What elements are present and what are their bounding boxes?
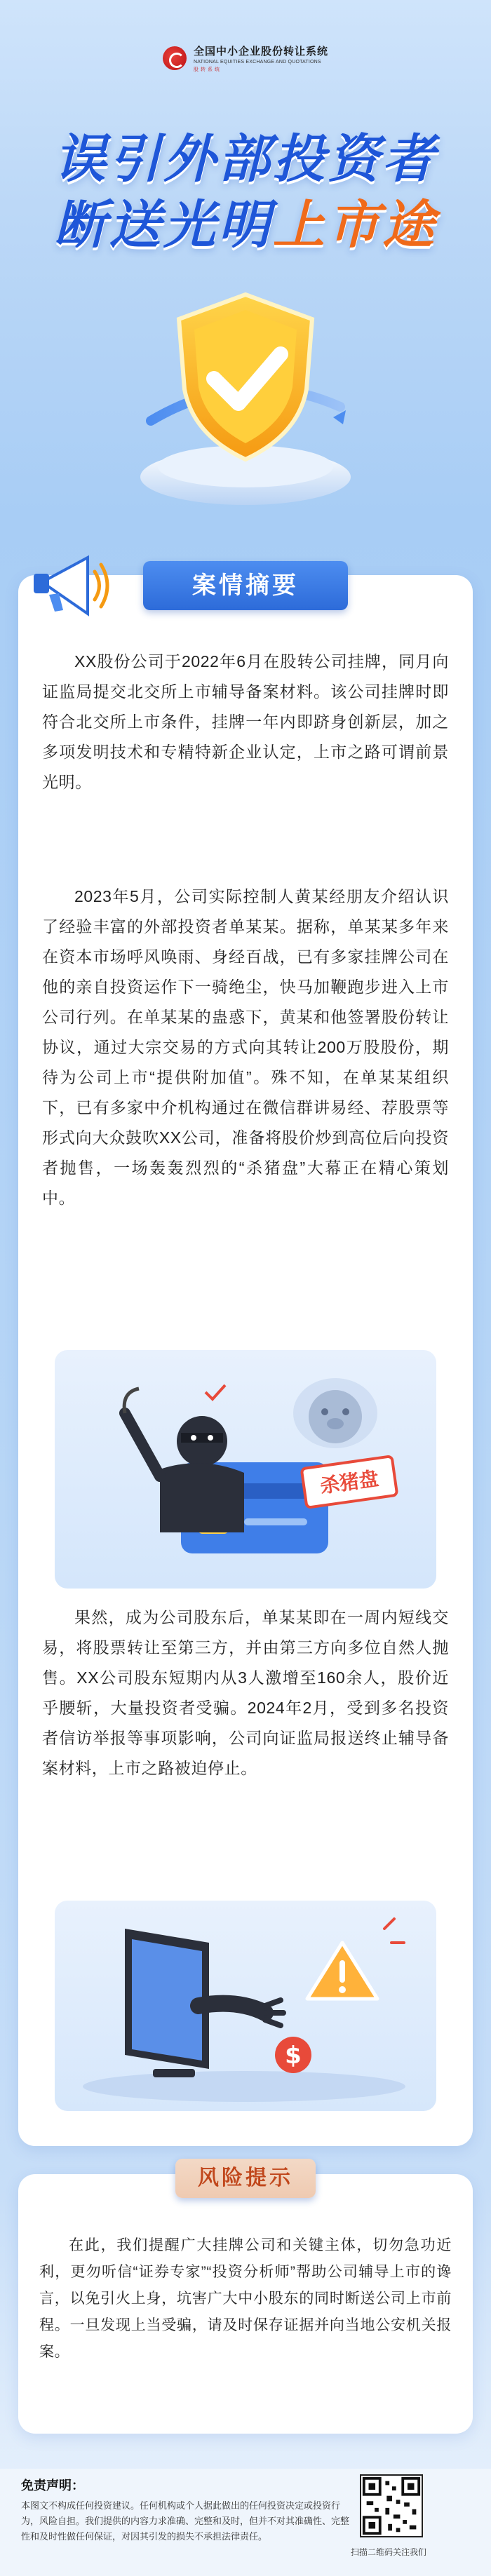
fraud-illustration: [55, 1901, 436, 2111]
page-title-line2-a: 断送光明: [54, 195, 273, 255]
qr-code-icon[interactable]: [360, 2474, 423, 2537]
monitor-illustration: [55, 1901, 436, 2111]
case-paragraph-2: 2023年5月，公司实际控制人黄某经朋友介绍认识了经验丰富的外部投资者单某某。据称，单某某多年来在资本市场呼风唤雨、身经百战，已有多家挂牌公司在他的亲自投资运作下一骑绝尘，快马加鞭跑步进入上市公司行列。在单某某的蛊惑下，黄某和他签署股份转让协议，通过大宗交易的方式向其转让200万股股份，期待为公司上市“提供附加值”。殊不知，在单某某组织下，已有多家中介机构通过在微信群讲易经、荐股票等形式向大众鼓吹XX公司，准备将股价炒到高位后向投资者抛售，一场轰轰烈烈的“杀猪盘”大幕正在精心策划中。: [42, 887, 449, 1207]
thief-icon: [124, 1389, 244, 1532]
shield-check-icon: [123, 267, 368, 519]
pig-icon: [309, 1390, 362, 1443]
qr-caption: 扫描二维码关注我们: [351, 2547, 427, 2557]
scam-illustration: [55, 1350, 436, 1589]
logo-icon: [163, 46, 187, 70]
case-summary-heading: 案情摘要: [143, 561, 348, 610]
disclaimer-text: 本图文不构成任何投资建议。任何机构或个人据此做出的任何投资决定或投资行为，风险自担。我们提供的内容力求准确、完整和及时，但并不对其准确性、完整性和及时性做任何保证，对因其引发的损失不承担法律责任。: [21, 2500, 350, 2542]
dollar-icon: [275, 2037, 311, 2073]
logo: [163, 43, 328, 73]
page-title-line2: [0, 184, 491, 258]
svg-text:$: $: [285, 2042, 302, 2070]
risk-heading: 风险提示: [175, 2159, 316, 2198]
disclaimer-title: 免责声明：: [21, 2479, 84, 2493]
logo-name-sub: 股转系统: [194, 67, 222, 72]
case-paragraph-3: 果然，成为公司股东后，单某某即在一周内短线交易，将股票转让至第三方，并由第三方向多位自然人抛售。XX公司股东短期内从3人激增至160余人，股价近乎腰斩，大量投资者受骗。2024年2月，受到多名投资者信访举报等事项影响，公司向证监局报送终止辅导备案材料，上市之路被迫停止。: [42, 1608, 449, 1777]
page-title-line1: 误引外部投资者: [54, 129, 437, 189]
logo-name-en: NATIONAL EQUITIES EXCHANGE AND QUOTATIONS: [194, 60, 321, 65]
warning-icon: [307, 1943, 377, 1999]
scam-stamp-text: 杀猪盘: [318, 1466, 380, 1498]
page-title-line2-b: 上市途: [273, 195, 437, 255]
risk-text: 在此，我们提醒广大挂牌公司和关键主体，切勿急功近利，更勿听信“证券专家”“投资分析师”帮助公司辅导上市的谗言，以免引火上身，坑害广大中小股东的同时断送公司上市前程。一旦发现上当受骗，请及时保存证据并向当地公安机关报案。: [39, 2237, 452, 2360]
logo-name-cn: 全国中小企业股份转让系统: [194, 46, 329, 58]
thief-illustration: [55, 1350, 436, 1589]
megaphone-icon: [21, 533, 119, 631]
hero-header: [0, 0, 491, 561]
case-paragraph-1: XX股份公司于2022年6月在股转公司挂牌，同月向证监局提交北交所上市辅导备案材料。该公司挂牌时即符合北交所上市条件，挂牌一年内即跻身创新层，加之多项发明技术和专精特新企业认定，上市之路可谓前景光明。: [42, 652, 449, 791]
